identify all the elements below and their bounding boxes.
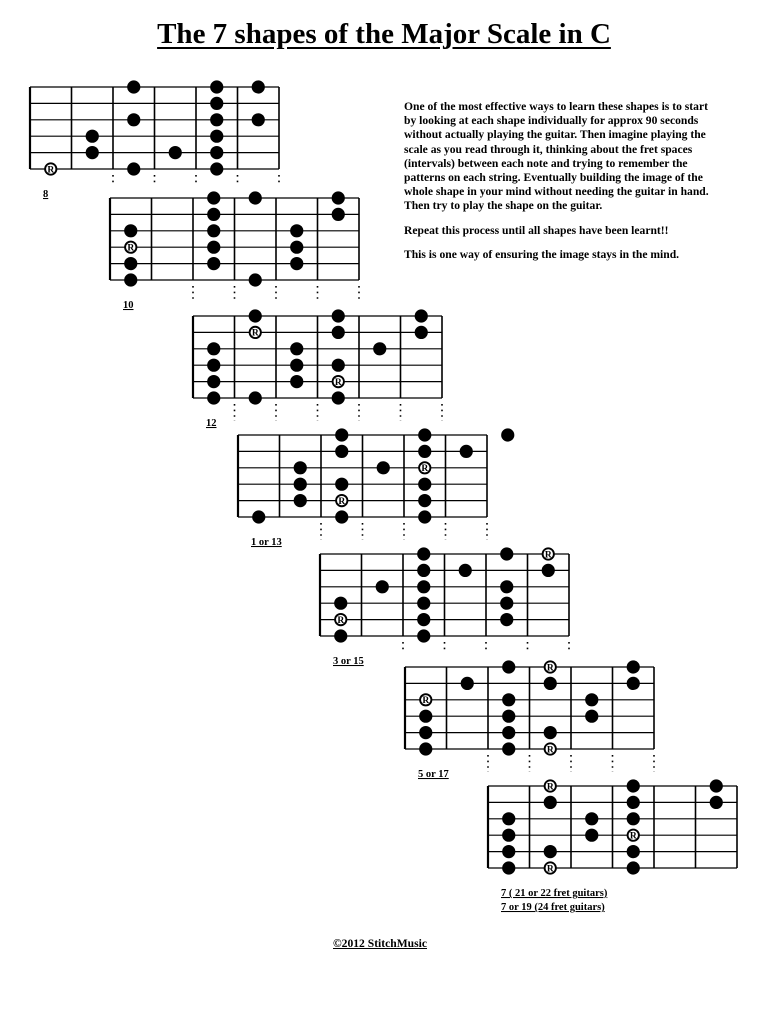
scale-note-dot — [290, 359, 303, 372]
scale-note-dot — [207, 391, 220, 404]
scale-note-dot — [500, 613, 513, 626]
scale-note-dot — [419, 726, 432, 739]
scale-note-dot — [627, 845, 640, 858]
scale-note-dot — [419, 710, 432, 723]
shape-diagram-3 — [193, 309, 442, 429]
scale-note-dot — [249, 309, 262, 322]
scale-note-dot — [502, 710, 515, 723]
root-note-label: R — [422, 696, 430, 707]
root-note-label: R — [546, 663, 554, 674]
scale-note-dot — [418, 510, 431, 523]
scale-note-dot — [418, 478, 431, 491]
copyright-notice: ©2012 StitchMusic — [333, 937, 428, 950]
scale-note-dot — [417, 564, 430, 577]
instructions-paragraph-2: Repeat this process until all shapes have been learnt!! — [404, 223, 669, 237]
scale-note-dot — [249, 391, 262, 404]
scale-note-dot — [334, 629, 347, 642]
scale-note-dot — [252, 80, 265, 93]
scale-note-dot — [418, 445, 431, 458]
page-title: The 7 shapes of the Major Scale in C — [157, 18, 611, 50]
scale-note-dot — [417, 597, 430, 610]
scale-note-dot — [207, 342, 220, 355]
scale-note-dot — [627, 812, 640, 825]
scale-note-dot — [124, 224, 137, 237]
scale-note-dot — [710, 779, 723, 792]
scale-note-dot — [335, 428, 348, 441]
scale-note-dot — [127, 162, 140, 175]
scale-note-dot — [373, 342, 386, 355]
scale-note-dot — [502, 660, 515, 673]
scale-note-dot — [415, 309, 428, 322]
scale-note-dot — [210, 146, 223, 159]
scale-note-dot — [294, 461, 307, 474]
scale-note-dot — [502, 861, 515, 874]
scale-note-dot — [415, 326, 428, 339]
scale-note-dot — [210, 113, 223, 126]
scale-note-dot — [585, 829, 598, 842]
scale-note-dot — [207, 241, 220, 254]
instructions-paragraph-1: One of the most effective ways to learn these shapes is to start by looking at each shape individually for approx 90 seconds without actually playing the guitar. Then imagine playing the scale as you read through it, thinking about the fret spaces (intervals) between each note and trying to remember the patterns on each string. Eventually building the image of the whole shape in your mind without needing the guitar in hand. Then try to play the shape on the guitar. — [404, 100, 709, 213]
shape-diagram-7 — [488, 779, 737, 913]
scale-note-dot — [335, 445, 348, 458]
scale-note-dot — [86, 130, 99, 143]
scale-note-dot — [461, 677, 474, 690]
scale-note-dot — [500, 597, 513, 610]
scale-note-dot — [627, 660, 640, 673]
scale-note-dot — [290, 342, 303, 355]
scale-note-dot — [377, 461, 390, 474]
scale-note-dot — [542, 564, 555, 577]
scale-note-dot — [332, 191, 345, 204]
root-note-label: R — [251, 328, 259, 339]
scale-note-dot — [502, 742, 515, 755]
scale-note-dot — [544, 677, 557, 690]
scale-note-dot — [502, 829, 515, 842]
root-note-label: R — [546, 782, 554, 793]
scale-note-dot — [169, 146, 182, 159]
scale-note-dot — [86, 146, 99, 159]
scale-note-dot — [376, 580, 389, 593]
root-note-label: R — [334, 377, 342, 388]
root-note-label: R — [338, 496, 346, 507]
scale-note-dot — [417, 613, 430, 626]
scale-note-dot — [460, 445, 473, 458]
scale-note-dot — [544, 845, 557, 858]
scale-note-dot — [335, 510, 348, 523]
scale-note-dot — [127, 80, 140, 93]
scale-note-dot — [417, 580, 430, 593]
scale-note-dot — [207, 224, 220, 237]
shape-diagram-6 — [405, 660, 654, 780]
instructions-paragraph-3: This is one way of ensuring the image stays in the mind. — [404, 247, 680, 261]
scale-note-dot — [502, 845, 515, 858]
fret-position-label: 8 — [43, 189, 49, 200]
shape-diagram-1 — [30, 80, 279, 200]
scale-note-dot — [332, 326, 345, 339]
scale-note-dot — [544, 726, 557, 739]
scale-note-dot — [334, 597, 347, 610]
scale-note-dot — [585, 812, 598, 825]
scale-note-dot — [419, 742, 432, 755]
root-note-label: R — [127, 243, 135, 254]
scale-note-dot — [124, 273, 137, 286]
root-note-label: R — [546, 745, 554, 756]
scale-note-dot — [627, 861, 640, 874]
scale-note-dot — [249, 273, 262, 286]
scale-note-dot — [500, 580, 513, 593]
fret-position-label: 10 — [123, 300, 134, 311]
scale-note-dot — [332, 208, 345, 221]
fret-position-label: 12 — [206, 418, 217, 429]
shape-diagram-5 — [320, 547, 569, 667]
root-note-label: R — [629, 831, 637, 842]
scale-note-dot — [710, 796, 723, 809]
scale-note-dot — [332, 391, 345, 404]
root-note-label: R — [337, 615, 345, 626]
fret-position-label: 1 or 13 — [251, 537, 282, 548]
scale-note-dot — [290, 375, 303, 388]
scale-note-dot — [544, 796, 557, 809]
scale-note-dot — [252, 113, 265, 126]
scale-note-dot — [210, 162, 223, 175]
scale-note-dot — [290, 241, 303, 254]
fret-position-label: 7 or 19 (24 fret guitars) — [501, 902, 605, 913]
fret-position-label: 5 or 17 — [418, 769, 449, 780]
scale-note-dot — [290, 257, 303, 270]
scale-note-dot — [294, 478, 307, 491]
scale-note-dot — [207, 208, 220, 221]
scale-note-dot — [210, 97, 223, 110]
scale-note-dot — [127, 113, 140, 126]
scale-note-dot — [502, 693, 515, 706]
scale-note-dot — [627, 796, 640, 809]
scale-note-dot — [252, 510, 265, 523]
scale-note-dot — [290, 224, 303, 237]
scale-note-dot — [335, 478, 348, 491]
scale-note-dot — [459, 564, 472, 577]
scale-note-dot — [207, 359, 220, 372]
scale-note-dot — [418, 428, 431, 441]
root-note-label: R — [546, 864, 554, 875]
scale-note-dot — [585, 693, 598, 706]
scale-note-dot — [585, 710, 598, 723]
scale-note-dot — [294, 494, 307, 507]
scale-note-dot — [124, 257, 137, 270]
scale-note-dot — [627, 677, 640, 690]
scale-note-dot — [210, 80, 223, 93]
root-note-label: R — [421, 464, 429, 475]
scale-note-dot — [332, 359, 345, 372]
scale-note-dot — [210, 130, 223, 143]
scale-note-dot — [500, 547, 513, 560]
root-note-label: R — [47, 165, 55, 176]
scale-note-dot — [627, 779, 640, 792]
scale-note-dot — [207, 257, 220, 270]
scale-note-dot — [418, 494, 431, 507]
scale-note-dot — [417, 629, 430, 642]
root-note-label: R — [544, 550, 552, 561]
scale-note-dot — [207, 375, 220, 388]
scale-note-dot — [502, 812, 515, 825]
fret-position-label: 3 or 15 — [333, 656, 364, 667]
scale-note-dot — [332, 309, 345, 322]
shape-diagram-4 — [238, 428, 514, 548]
scale-note-dot — [207, 191, 220, 204]
shape-diagram-2 — [110, 191, 359, 311]
fret-position-label: 7 ( 21 or 22 fret guitars) — [501, 888, 608, 899]
scale-note-dot — [417, 547, 430, 560]
scale-note-dot — [249, 191, 262, 204]
scale-note-dot — [502, 726, 515, 739]
scale-note-dot — [501, 428, 514, 441]
